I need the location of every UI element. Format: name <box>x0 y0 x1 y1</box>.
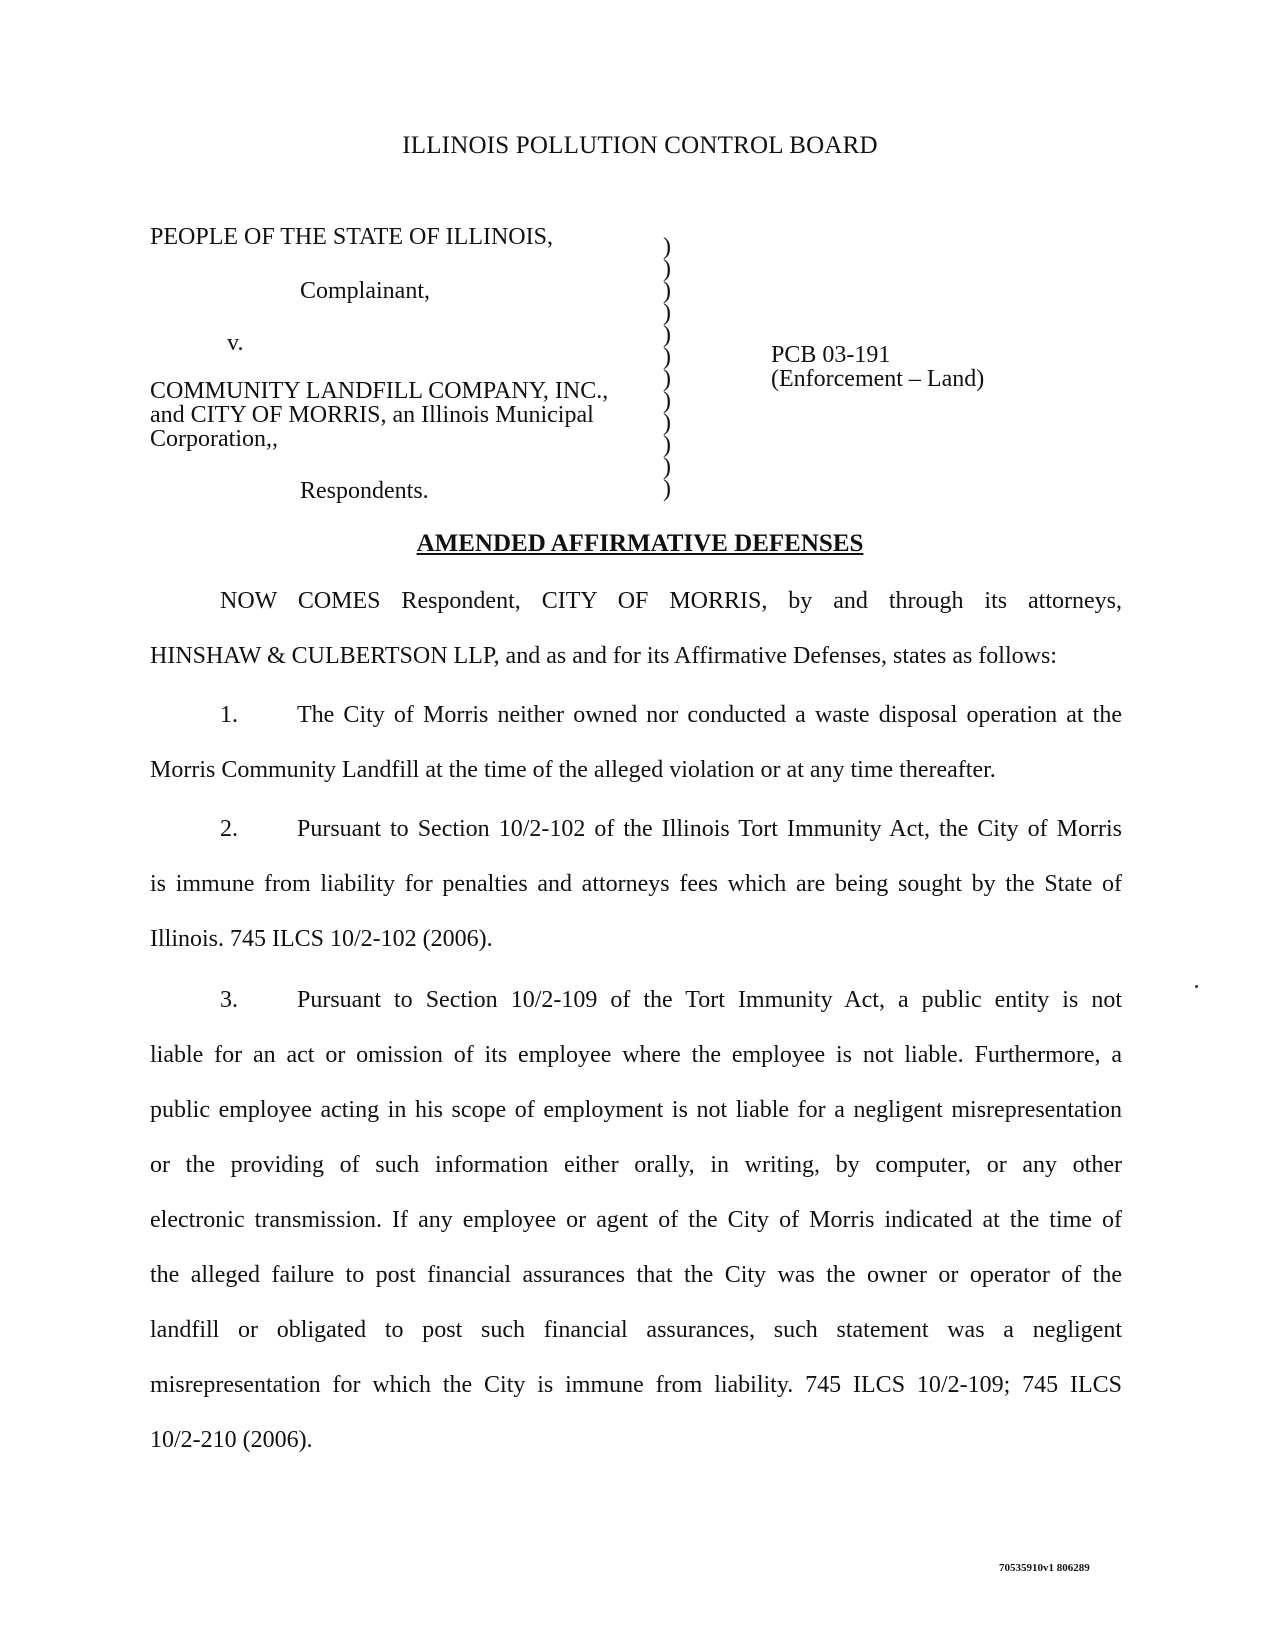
paragraph-line: is immune from liability for penalties and attorneys fees which are being sought by the State of <box>150 871 1122 897</box>
caption-paren: ) <box>663 454 671 480</box>
case-number: PCB 03-191 <box>771 342 891 368</box>
defendant-line-1: COMMUNITY LANDFILL COMPANY, INC., <box>150 378 609 404</box>
paragraph-line: or the providing of such information either orally, in writing, by computer, or any other <box>150 1152 1122 1178</box>
paragraph-number: 2. <box>220 816 238 842</box>
paragraph-first-line: Pursuant to Section 10/2-109 of the Tort Immunity Act, a public entity is not <box>297 987 1122 1013</box>
intro-line-1: NOW COMES Respondent, CITY OF MORRIS, by and through its attorneys, <box>220 588 1122 614</box>
case-type: (Enforcement – Land) <box>771 366 985 392</box>
paragraph-first-line: Pursuant to Section 10/2-102 of the Illinois Tort Immunity Act, the City of Morris <box>297 816 1122 842</box>
versus-label: v. <box>227 330 244 356</box>
plaintiff-name: PEOPLE OF THE STATE OF ILLINOIS, <box>150 224 553 250</box>
caption-paren: ) <box>663 476 671 502</box>
paragraph-number: 1. <box>220 702 238 728</box>
scan-speck <box>1195 985 1198 988</box>
caption-paren: ) <box>663 432 671 458</box>
caption-paren: ) <box>663 322 671 348</box>
caption-paren: ) <box>663 256 671 282</box>
paragraph-number: 3. <box>220 987 238 1013</box>
intro-line-2: HINSHAW & CULBERTSON LLP, and as and for its Affirmative Defenses, states as follows: <box>150 643 1057 669</box>
paragraph-line: the alleged failure to post financial assurances that the City was the owner or operator of the <box>150 1262 1122 1288</box>
paragraph-line: liable for an act or omission of its employee where the employee is not liable. Furthermore, a <box>150 1042 1122 1068</box>
complainant-label: Complainant, <box>300 278 430 304</box>
caption-paren: ) <box>663 344 671 370</box>
caption-paren: ) <box>663 300 671 326</box>
paragraph-first-line: The City of Morris neither owned nor conducted a waste disposal operation at the <box>297 702 1122 728</box>
caption-paren: ) <box>663 366 671 392</box>
caption-paren: ) <box>663 410 671 436</box>
paragraph-line: 10/2-210 (2006). <box>150 1427 313 1453</box>
defendant-line-3: Corporation,, <box>150 426 278 452</box>
paragraph-line: electronic transmission. If any employee or agent of the City of Morris indicated at the time of <box>150 1207 1122 1233</box>
defendant-line-2: and CITY OF MORRIS, an Illinois Municipal <box>150 402 594 428</box>
caption-paren: ) <box>663 234 671 260</box>
paragraph-line: Illinois. 745 ILCS 10/2-102 (2006). <box>150 926 493 952</box>
board-title: ILLINOIS POLLUTION CONTROL BOARD <box>402 132 878 159</box>
paragraph-line: landfill or obligated to post such financial assurances, such statement was a negligent <box>150 1317 1122 1343</box>
caption-paren: ) <box>663 278 671 304</box>
document-heading: AMENDED AFFIRMATIVE DEFENSES <box>416 530 864 557</box>
document-id-code: 70535910v1 806289 <box>999 1562 1090 1574</box>
respondents-label: Respondents. <box>300 478 429 504</box>
paragraph-line: public employee acting in his scope of employment is not liable for a negligent misrepresentation <box>150 1097 1122 1123</box>
paragraph-line: Morris Community Landfill at the time of the alleged violation or at any time thereafter. <box>150 757 996 783</box>
caption-paren: ) <box>663 388 671 414</box>
paragraph-line: misrepresentation for which the City is immune from liability. 745 ILCS 10/2-109; 745 ILCS <box>150 1372 1122 1398</box>
